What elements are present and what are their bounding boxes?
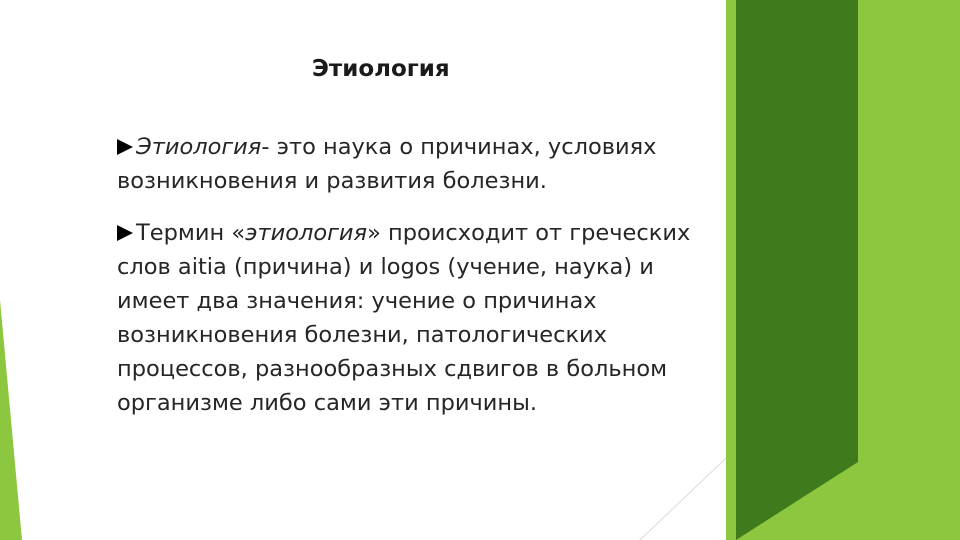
triangle-bullet-icon [117,139,133,155]
slide-title: Этиология [312,56,450,82]
bullet-paragraph-2 [117,216,729,420]
triangle-bullet-icon [117,225,133,241]
term-italic: этиология [245,220,368,246]
origin-text: » происходит от греческих слов aitia (причина) и logos (учение, наука) и имеет два значения: учение о причинах возникновения болезни, патологических процессов, разнообразных сдвигов в больном организме либо сами эти причины. [117,220,691,416]
left-green-wedge [0,300,22,540]
term-intro-text: Термин « [136,220,246,246]
bullet-paragraph-1 [117,130,729,198]
right-dark-green-panel [736,0,858,540]
term-italic: Этиология [136,134,262,160]
slide-content [117,130,729,438]
definition-text: - это наука о причинах, условиях возникновения и развития болезни. [117,134,657,194]
